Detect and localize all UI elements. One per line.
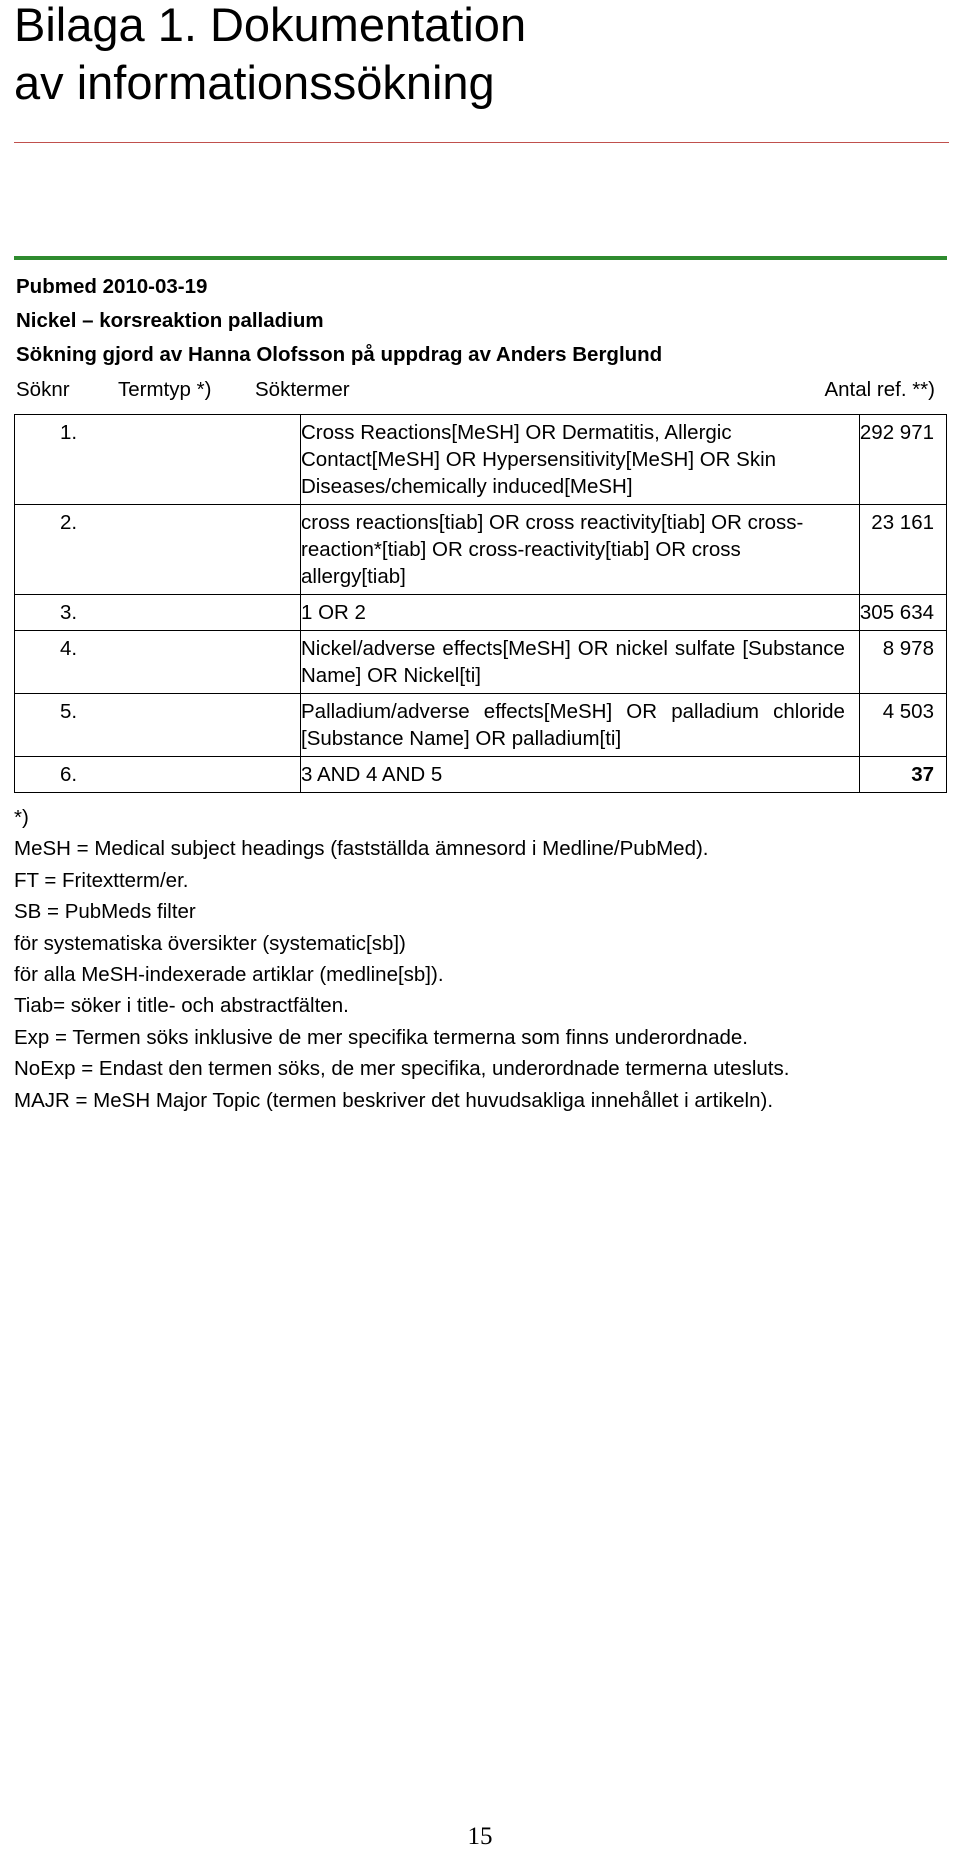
table-row (15, 694, 947, 757)
column-header-reference-count: Antal ref. **) (824, 378, 935, 401)
search-query: 3 AND 4 AND 5 (301, 757, 860, 793)
footnote-line: NoExp = Endast den termen söks, de mer specifika, underordnade termerna utesluts. (14, 1057, 790, 1081)
column-header-row (14, 372, 947, 408)
column-header-search-terms: Söktermer (255, 378, 350, 401)
table-row (15, 757, 947, 793)
title-divider (14, 142, 949, 143)
search-topic: Nickel – korsreaktion palladium (16, 309, 324, 332)
search-number: 6. (15, 757, 301, 793)
reference-count: 37 (859, 757, 946, 793)
table-row (15, 595, 947, 631)
column-header-term-type: Termtyp *) (118, 378, 212, 401)
footnote-line: Tiab= söker i title- och abstractfälten. (14, 994, 349, 1018)
search-number: 5. (15, 694, 301, 757)
table-row (15, 415, 947, 505)
table-row (15, 631, 947, 694)
reference-count: 4 503 (859, 694, 946, 757)
footnote-line: för systematiska översikter (systematic[sb]) (14, 931, 406, 955)
reference-count: 8 978 (859, 631, 946, 694)
reference-count: 305 634 (859, 595, 946, 631)
search-query: 1 OR 2 (301, 595, 860, 631)
page-title (14, 0, 526, 112)
search-database-date: Pubmed 2010-03-19 (16, 275, 208, 298)
page-title-line-2: av informationssökning (14, 56, 495, 109)
page-title-line-1: Bilaga 1. Dokumentation (14, 0, 527, 51)
search-query: Palladium/adverse effects[MeSH] OR palladium chloride [Substance Name] OR palladium[ti] (301, 694, 860, 757)
search-heading (14, 260, 947, 372)
search-query: cross reactions[tiab] OR cross reactivity[tiab] OR cross-reaction*[tiab] OR cross-reactivity[tiab] OR cross allergy[tiab] (301, 505, 860, 595)
footnote-line: SB = PubMeds filter (14, 900, 196, 924)
search-query: Nickel/adverse effects[MeSH] OR nickel sulfate [Substance Name] OR Nickel[ti] (301, 631, 860, 694)
footnote-line: MAJR = MeSH Major Topic (termen beskriver det huvudsakliga innehållet i artikeln). (14, 1088, 774, 1112)
footnote-marker: *) (14, 806, 29, 829)
search-query: Cross Reactions[MeSH] OR Dermatitis, Allergic Contact[MeSH] OR Hypersensitivity[MeSH] OR Skin Diseases/chemically induced[MeSH] (301, 415, 860, 505)
search-number: 3. (15, 595, 301, 631)
footnote-line: FT = Fritextterm/er. (14, 868, 189, 892)
footnote-line: MeSH = Medical subject headings (fastställda ämnesord i Medline/PubMed). (14, 837, 709, 861)
reference-count: 292 971 (859, 415, 946, 505)
footnotes (14, 802, 789, 1116)
search-number: 4. (15, 631, 301, 694)
search-table (14, 414, 947, 793)
footnote-line: för alla MeSH-indexerade artiklar (medline[sb]). (14, 963, 444, 987)
search-author-line: Sökning gjord av Hanna Olofsson på uppdrag av Anders Berglund (16, 343, 663, 366)
reference-count: 23 161 (859, 505, 946, 595)
search-number: 2. (15, 505, 301, 595)
page-number: 15 (467, 1823, 493, 1850)
search-number: 1. (15, 415, 301, 505)
table-row (15, 505, 947, 595)
column-header-search-number: Söknr (16, 378, 70, 401)
search-documentation-block (14, 256, 947, 793)
footnote-line: Exp = Termen söks inklusive de mer specifika termerna som finns underordnade. (14, 1025, 748, 1049)
